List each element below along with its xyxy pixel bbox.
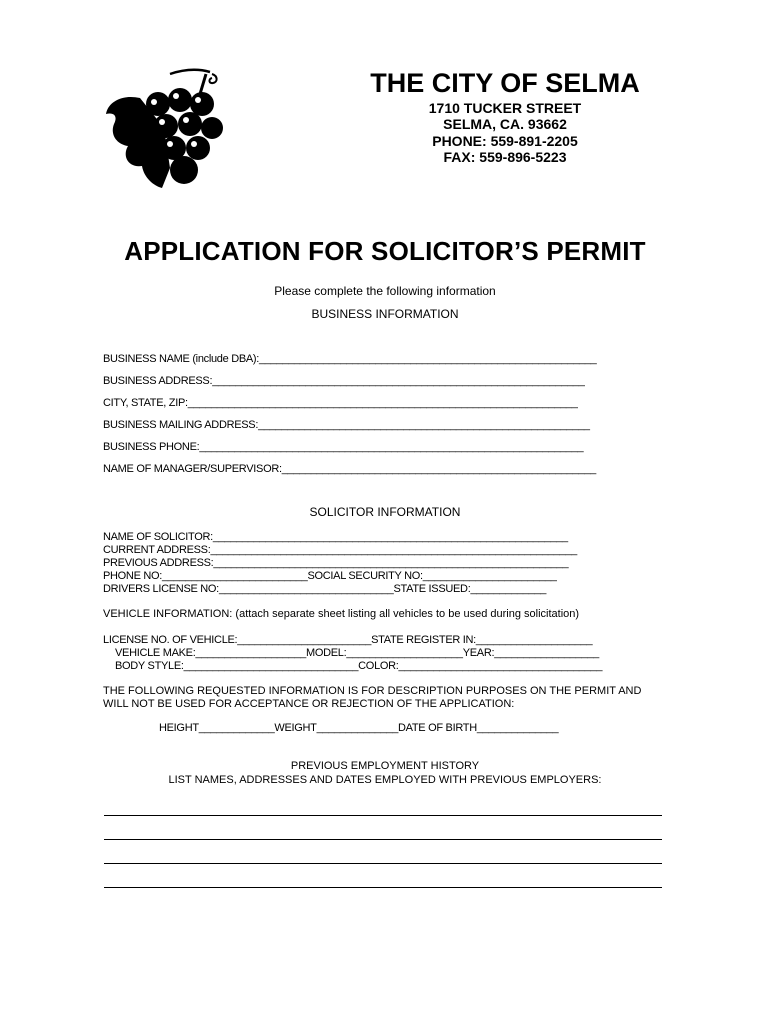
employment-line-3[interactable] xyxy=(104,863,662,864)
employment-line-2[interactable] xyxy=(104,839,662,840)
business-phone-field[interactable]: BUSINESS PHONE:__________________________________________________________________ xyxy=(103,441,584,453)
vehicle-license-field[interactable]: LICENSE NO. OF VEHICLE:_______________________STATE REGISTER IN:____________________ xyxy=(103,634,593,646)
business-heading: BUSINESS INFORMATION xyxy=(311,307,459,321)
business-address-field[interactable]: BUSINESS ADDRESS:________________________________________________________________ xyxy=(103,375,585,387)
vehicle-make-model-year-field[interactable]: VEHICLE MAKE:___________________MODEL:____________________YEAR:__________________ xyxy=(115,647,599,659)
instructions: Please complete the following information xyxy=(274,284,496,298)
employment-line-1[interactable] xyxy=(104,815,662,816)
previous-address-field[interactable]: PREVIOUS ADDRESS:_____________________________________________________________ xyxy=(103,557,569,569)
drivers-license-field[interactable]: DRIVERS LICENSE NO:______________________________STATE ISSUED:_____________ xyxy=(103,583,547,595)
employment-line-4[interactable] xyxy=(104,887,662,888)
employment-instruction: LIST NAMES, ADDRESSES AND DATES EMPLOYED WITH PREVIOUS EMPLOYERS: xyxy=(168,774,602,786)
phone-number: PHONE: 559-891-2205 xyxy=(432,133,578,149)
business-mailing-address-field[interactable]: BUSINESS MAILING ADDRESS:_________________________________________________________ xyxy=(103,419,590,431)
city-state-zip-field[interactable]: CITY, STATE, ZIP:___________________________________________________________________ xyxy=(103,397,578,409)
grape-logo-icon xyxy=(100,68,240,204)
solicitor-name-field[interactable]: NAME OF SOLICITOR:_____________________________________________________________ xyxy=(103,531,568,543)
vehicle-info-note: VEHICLE INFORMATION: (attach separate sheet listing all vehicles to be used during solicitation) xyxy=(103,608,580,620)
street-address: 1710 TUCKER STREET xyxy=(428,100,582,116)
physical-description-field[interactable]: HEIGHT_____________WEIGHT______________DATE OF BIRTH______________ xyxy=(159,722,559,734)
employment-heading: PREVIOUS EMPLOYMENT HISTORY xyxy=(290,760,480,772)
form-title: APPLICATION FOR SOLICITOR’S PERMIT xyxy=(124,236,646,266)
description-notice-line-2: WILL NOT BE USED FOR ACCEPTANCE OR REJECTION OF THE APPLICATION: xyxy=(103,698,515,710)
manager-name-field[interactable]: NAME OF MANAGER/SUPERVISOR:______________________________________________________ xyxy=(103,463,596,475)
phone-ssn-field[interactable]: PHONE NO:_________________________SOCIAL SECURITY NO:_______________________ xyxy=(103,570,557,582)
solicitor-heading: SOLICITOR INFORMATION xyxy=(309,505,461,519)
fax-number: FAX: 559-896-5223 xyxy=(443,149,567,165)
city-state-zip: SELMA, CA. 93662 xyxy=(443,116,567,132)
current-address-field[interactable]: CURRENT ADDRESS:_______________________________________________________________ xyxy=(103,544,577,556)
body-style-color-field[interactable]: BODY STYLE:______________________________COLOR:___________________________________ xyxy=(115,660,603,672)
city-title: THE CITY OF SELMA xyxy=(370,68,640,98)
description-notice-line-1: THE FOLLOWING REQUESTED INFORMATION IS FOR DESCRIPTION PURPOSES ON THE PERMIT AND xyxy=(103,685,642,697)
business-name-field[interactable]: BUSINESS NAME (include DBA):__________________________________________________________ xyxy=(103,353,597,365)
